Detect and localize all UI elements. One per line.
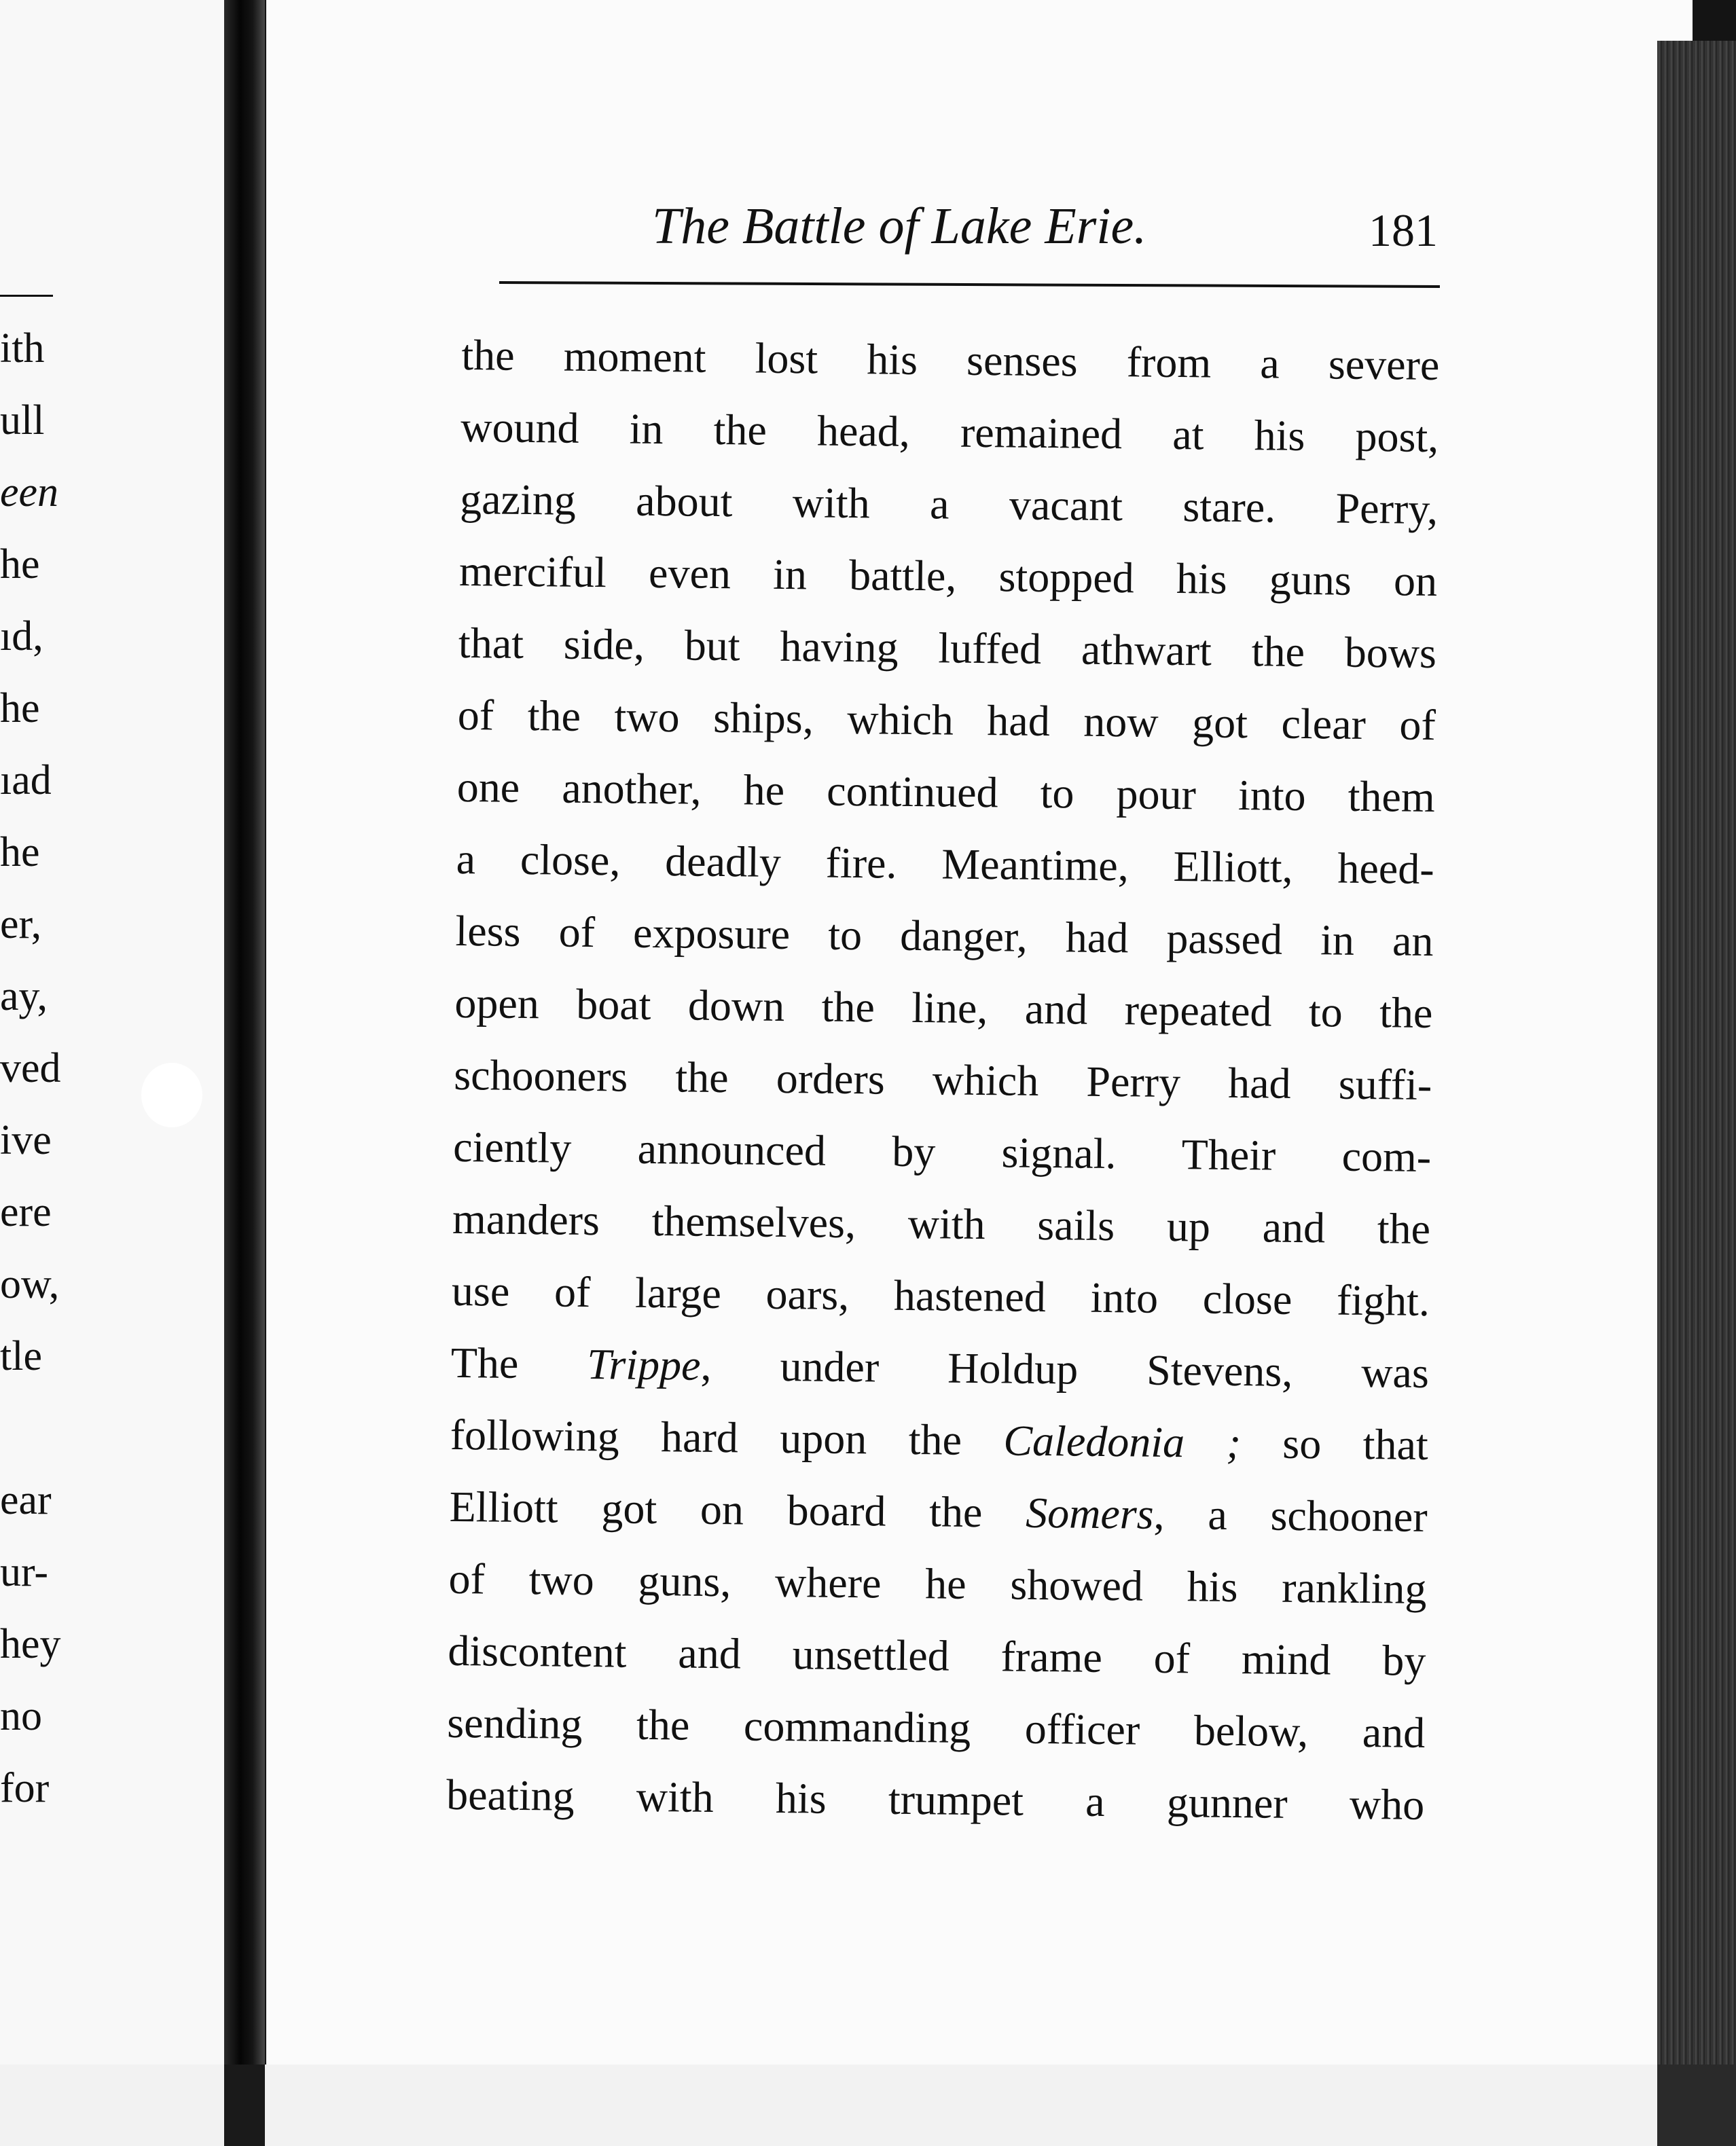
text-line bbox=[456, 751, 1435, 833]
text-run: wound in the head, remained at his post, bbox=[460, 402, 1439, 462]
paper-blemish bbox=[141, 1063, 202, 1127]
left-page-fragment: ur- bbox=[0, 1549, 49, 1595]
left-page-fragment: ith bbox=[0, 325, 45, 371]
text-run: so that bbox=[1240, 1419, 1429, 1469]
running-title: The Battle of Lake Erie. bbox=[652, 198, 1147, 255]
text-run: ciently announced by signal. Their com- bbox=[452, 1122, 1432, 1182]
left-page-fragment: ow, bbox=[0, 1261, 60, 1307]
text-run: of two guns, where he showed his rankling bbox=[448, 1554, 1427, 1613]
text-line bbox=[460, 463, 1439, 545]
text-run: the moment lost his senses from a severe bbox=[461, 330, 1440, 390]
body-text bbox=[446, 319, 1440, 1841]
italic-name: Caledonia ; bbox=[1003, 1416, 1242, 1468]
left-page-fragment: ved bbox=[0, 1045, 61, 1091]
text-run: , a schooner bbox=[1153, 1489, 1428, 1541]
left-page-fragment: ear bbox=[0, 1477, 52, 1523]
text-run: gazing about with a vacant stare. Perry, bbox=[459, 474, 1439, 534]
text-run: , under Holdup Stevens, was bbox=[700, 1341, 1430, 1397]
text-run: merciful even in battle, stopped his guns on bbox=[458, 546, 1438, 606]
text-run: a close, deadly fire. Meantime, Elliott, heed- bbox=[456, 834, 1434, 894]
left-page-fragment: for bbox=[0, 1765, 50, 1811]
text-run: of the two ships, which had now got clear of bbox=[457, 690, 1436, 750]
left-facing-page bbox=[0, 0, 224, 2065]
left-page-rule bbox=[0, 295, 53, 297]
left-page-fragment: ere bbox=[0, 1189, 52, 1235]
text-line bbox=[451, 1255, 1430, 1337]
text-run: less of exposure to danger, had passed in an bbox=[455, 906, 1434, 966]
text-run: discontent and unsettled frame of mind by bbox=[448, 1626, 1426, 1685]
text-run: sending the commanding officer below, and bbox=[446, 1698, 1426, 1757]
text-line bbox=[447, 1687, 1426, 1769]
text-line bbox=[459, 535, 1438, 617]
page-number: 181 bbox=[1369, 204, 1438, 256]
text-line bbox=[450, 1327, 1429, 1409]
left-page-fragment: er, bbox=[0, 901, 42, 947]
text-line bbox=[448, 1615, 1426, 1697]
page-edges bbox=[1657, 41, 1736, 2146]
text-line bbox=[455, 895, 1434, 977]
text-line bbox=[460, 391, 1439, 473]
text-run: following hard upon the bbox=[450, 1410, 1004, 1465]
left-page-fragment: no bbox=[0, 1693, 42, 1739]
text-run: schooners the orders which Perry had suffi- bbox=[453, 1050, 1432, 1110]
text-run: one another, he continued to pour into them bbox=[456, 762, 1436, 822]
text-run: manders themselves, with sails up and the bbox=[452, 1194, 1431, 1254]
left-page-fragment: hey bbox=[0, 1621, 61, 1667]
left-page-fragment: tle bbox=[0, 1333, 42, 1379]
text-line bbox=[453, 1111, 1432, 1193]
left-page-fragment: he bbox=[0, 685, 40, 731]
text-line bbox=[449, 1471, 1428, 1553]
text-line bbox=[454, 967, 1433, 1049]
text-line bbox=[446, 1759, 1425, 1841]
text-line bbox=[450, 1399, 1428, 1481]
text-run: The bbox=[450, 1338, 587, 1389]
text-line bbox=[448, 1543, 1427, 1625]
text-line bbox=[452, 1183, 1431, 1265]
text-line bbox=[456, 823, 1434, 905]
text-run: that side, but having luffed athwart the bows bbox=[458, 618, 1437, 678]
text-run: Elliott got on board the bbox=[449, 1482, 1026, 1537]
text-line bbox=[457, 679, 1436, 761]
left-page-fragment: ay, bbox=[0, 973, 48, 1019]
bottom-gutter bbox=[224, 2065, 265, 2146]
left-page-fragment: een bbox=[0, 469, 59, 515]
left-page-fragment: ıad bbox=[0, 757, 52, 803]
text-run: open boat down the line, and repeated to the bbox=[454, 978, 1433, 1038]
text-run: beating with his trumpet a gunner who bbox=[446, 1770, 1425, 1829]
left-page-fragment: ull bbox=[0, 397, 45, 443]
text-line bbox=[461, 319, 1440, 401]
left-page-fragment: he bbox=[0, 829, 40, 875]
text-run: use of large oars, hastened into close fight. bbox=[451, 1266, 1430, 1325]
text-line bbox=[458, 607, 1436, 689]
left-page-fragment: he bbox=[0, 541, 40, 587]
bottom-page-edges bbox=[1657, 2065, 1736, 2146]
left-page-fragment: ive bbox=[0, 1117, 52, 1163]
left-page-fragment: ıd, bbox=[0, 613, 43, 659]
book-gutter bbox=[224, 0, 265, 2146]
text-line bbox=[454, 1039, 1432, 1121]
italic-name: Somers bbox=[1025, 1488, 1155, 1538]
italic-name: Trippe bbox=[587, 1340, 701, 1389]
